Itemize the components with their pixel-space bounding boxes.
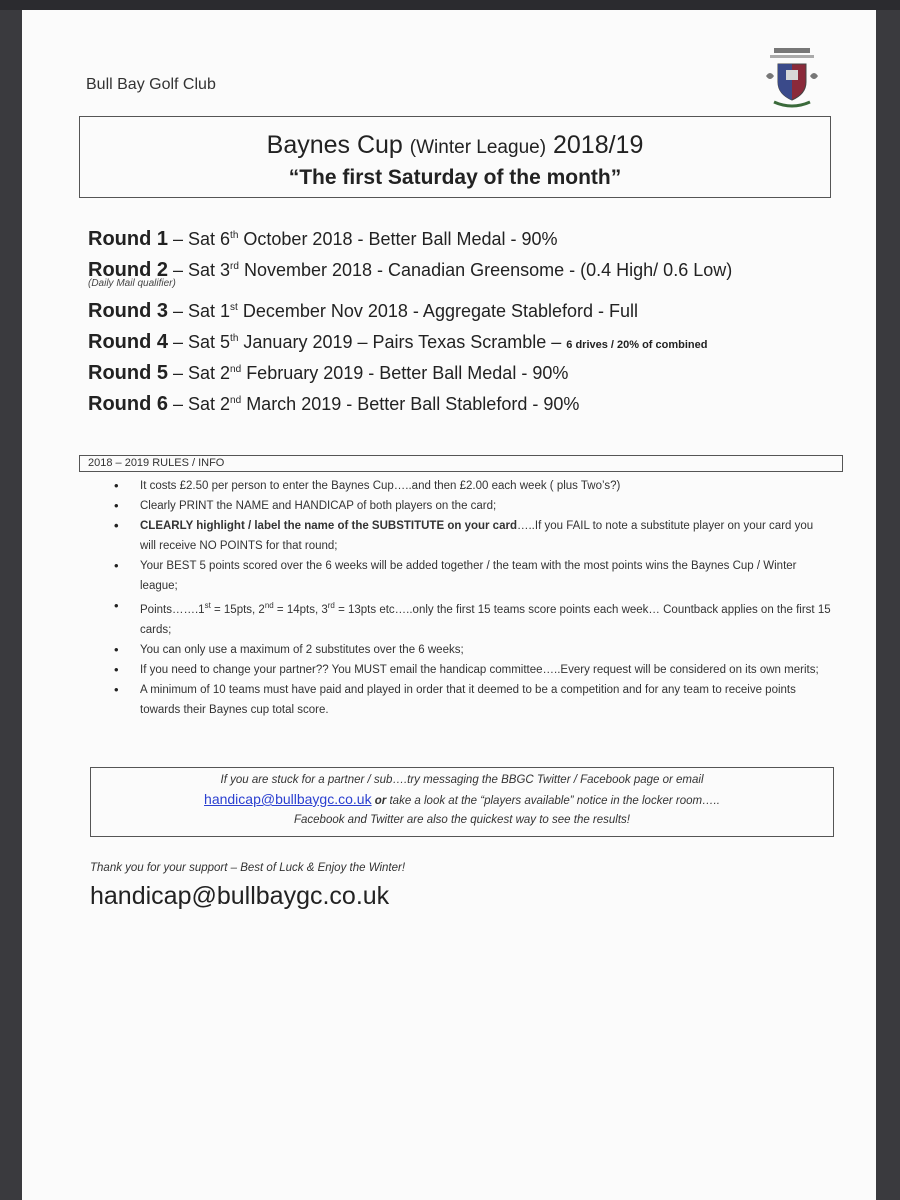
document-page [22, 10, 876, 1200]
round-label: Round 4 [88, 331, 168, 353]
round-label: Round 1 [88, 228, 168, 250]
round-2-note: (Daily Mail qualifier) [88, 278, 176, 289]
rule-sup: st [204, 601, 211, 610]
rule-item: • You can only use a maximum of 2 substitutes over the 6 weeks; [112, 640, 832, 660]
round-row: Round 2 – Sat 3rd November 2018 - Canadian Greensome - (0.4 High/ 0.6 Low) [88, 259, 733, 281]
rule-item [112, 596, 832, 640]
rule-item [112, 516, 832, 556]
title-main: Baynes Cup [266, 131, 403, 159]
notice-line-3: Facebook and Twitter are also the quickest way to see the results! [293, 814, 630, 826]
round-day-suffix: nd [230, 364, 242, 375]
rule-text: Points…….1 [140, 603, 205, 616]
rule-item: • A minimum of 10 teams must have paid and played in order that it deemed to be a competition and for any team to receive points towards their Baynes cup total score. [112, 680, 832, 720]
email-link[interactable]: handicap@bullbaygc.co.uk [204, 791, 372, 807]
rules-header: 2018 – 2019 RULES / INFO [79, 455, 843, 472]
notice-line-2 [91, 790, 833, 811]
round-details: March 2019 - Better Ball Stableford - 90% [246, 394, 580, 414]
title-box [79, 116, 831, 198]
thanks-text: Thank you for your support – Best of Luck & Enjoy the Winter! [90, 862, 406, 874]
rule-normal-text: …..If you FAIL to note a substitute player on your card you will receive NO POINTS for that round; [140, 520, 814, 552]
rule-bold-text: CLEARLY highlight / label the name of the SUBSTITUTE on your card [140, 520, 517, 532]
rule-text: = 14pts, 3 [273, 603, 328, 616]
title-sub: (Winter League) [409, 137, 547, 158]
round-details: December Nov 2018 - Aggregate Stableford - Full [242, 301, 639, 321]
title-season: 2018/19 [552, 131, 644, 159]
tagline: “The first Saturday of the month” [288, 166, 622, 189]
round-extra: 6 drives / 20% of combined [566, 339, 708, 351]
rule-item: • It costs £2.50 per person to enter the Baynes Cup…..and then £2.00 each week ( plus Two’s?) [112, 476, 832, 496]
rule-item: • Your BEST 5 points scored over the 6 weeks will be added together / the team with the most points wins the Baynes Cup / Winter league; [112, 556, 832, 596]
rule-text: = 15pts, 2 [210, 603, 265, 616]
round-details: November 2018 - Canadian Greensome - (0.4 High/ 0.6 Low) [243, 260, 733, 280]
notice-line-1: If you are stuck for a partner / sub….try messaging the BBGC Twitter / Facebook page or email [220, 774, 704, 786]
round-day-suffix: rd [230, 261, 239, 272]
notice-or: or [374, 795, 387, 807]
round-day: Sat 2 [188, 363, 231, 383]
round-row: Round 4 – Sat 5th January 2019 – Pairs Texas Scramble – 6 drives / 20% of combined [88, 331, 708, 353]
notice-box [90, 767, 834, 837]
round-day: Sat 6 [188, 229, 231, 249]
rule-item: • Clearly PRINT the NAME and HANDICAP of both players on the card; [112, 496, 832, 516]
round-day: Sat 5 [188, 332, 231, 352]
round-details: February 2019 - Better Ball Medal - 90% [246, 363, 569, 383]
round-label: Round 3 [88, 300, 168, 322]
rule-sup: rd [327, 601, 335, 610]
round-row: Round 6 – Sat 2nd March 2019 - Better Ball Stableford - 90% [88, 393, 580, 415]
notice-line-2-rest: take a look at the “players available” notice in the locker room….. [389, 795, 720, 807]
rule-sup: nd [264, 601, 274, 610]
round-details: October 2018 - Better Ball Medal - 90% [243, 229, 558, 249]
round-day: Sat 3 [188, 260, 231, 280]
rounds-list [88, 220, 848, 416]
top-bar [0, 0, 900, 10]
round-day-suffix: st [230, 302, 238, 313]
round-day-suffix: th [230, 333, 239, 344]
round-label: Round 5 [88, 362, 168, 384]
round-details: January 2019 – Pairs Texas Scramble – [243, 332, 562, 352]
round-row: Round 3 – Sat 1st December Nov 2018 - Aggregate Stableford - Full [88, 300, 639, 322]
page-title [80, 131, 830, 160]
footer-email[interactable]: handicap@bullbaygc.co.uk [90, 882, 390, 910]
round-day-suffix: th [230, 230, 239, 241]
round-day-suffix: nd [230, 395, 242, 406]
club-name: Bull Bay Golf Club [86, 76, 216, 93]
rule-text: = 13pts etc…..only the first 15 teams score points each week… Countback applies on the first 15 cards; [140, 603, 831, 636]
rules-list [112, 476, 832, 720]
round-row: Round 5 – Sat 2nd February 2019 - Better Ball Medal - 90% [88, 362, 569, 384]
club-crest-icon [764, 46, 820, 112]
round-label: Round 6 [88, 393, 168, 415]
round-day: Sat 1 [188, 301, 231, 321]
round-label: Round 2 [88, 259, 168, 281]
round-day: Sat 2 [188, 394, 231, 414]
rule-item: • If you need to change your partner?? You MUST email the handicap committee…..Every request will be considered on its own merits; [112, 660, 832, 680]
round-row: Round 1 – Sat 6th October 2018 - Better Ball Medal - 90% [88, 228, 558, 250]
